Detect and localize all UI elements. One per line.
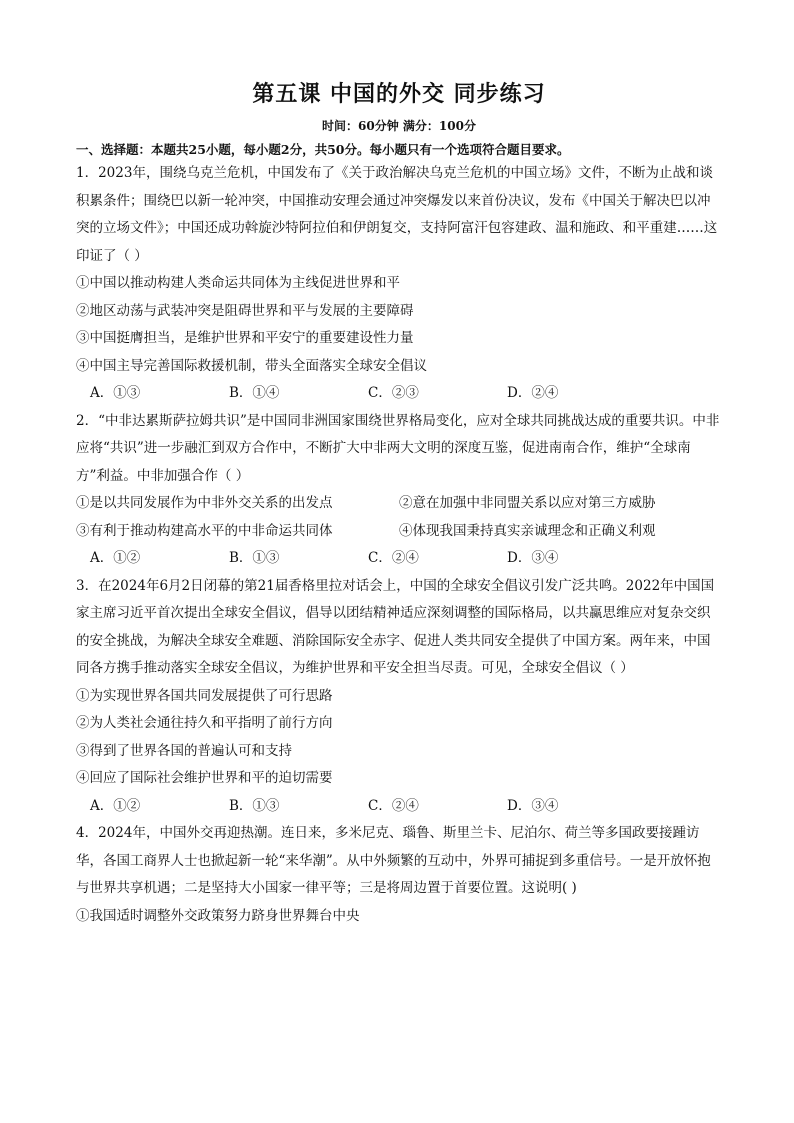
statement-option: ④体现我国秉持真实亲诚理念和正确义利观 (399, 522, 656, 539)
exam-meta: 时间：60分钟 满分：100分 (322, 119, 476, 133)
statement-row (76, 518, 722, 546)
answer-choices (76, 380, 722, 408)
answer-choices (76, 793, 722, 821)
statement-row (76, 490, 722, 518)
choice-d[interactable]: D．②④ (507, 385, 559, 401)
choice-c[interactable]: C．②④ (368, 550, 419, 566)
choice-a[interactable]: A．①③ (90, 385, 141, 401)
section-heading: 一、选择题：本题共25小题，每小题2分，共50分。每小题只有一个选项符合题目要求。 (76, 142, 570, 157)
statement-option: ①我国适时调整外交政策努力跻身世界舞台中央 (76, 907, 360, 924)
statement-option: ③得到了世界各国的普遍认可和支持 (76, 742, 292, 759)
statement-option: ④回应了国际社会维护世界和平的迫切需要 (76, 770, 333, 786)
page-title: 第五课 中国的外交 同步练习 (252, 82, 546, 107)
choice-b[interactable]: B．①③ (229, 797, 280, 814)
question-stem: 3．在2024年6月2日闭幕的第21届香格里拉对话会上，中国的全球安全倡议引发广泛共鸣。2022年中国国家主席习近平首次提出全球安全倡议，倡导以团结精神适应深刻调整的国际格局，以共赢思维应对复杂交织的安全挑战，为解决全球安全难题、消除国际安全赤字、促进人类共同安全提供了中国方案。两年来，中国同各方携手推动落实全球安全倡议，为维护世界和平安全担当尽责。可见，全球安全倡议（ ） (76, 577, 715, 676)
choice-b[interactable]: B．①③ (229, 550, 280, 566)
statement-option: ①中国以推动构建人类命运共同体为主线促进世界和平 (76, 275, 400, 291)
question-stem: 4．2024年，中国外交再迎热潮。连日来，多米尼克、瑙鲁、斯里兰卡、尼泊尔、荷兰等多国政要接踵访华，各国工商界人士也掀起新一轮“来华潮”。从中外频繁的互动中，外界可捕捉到多重信号。一是开放怀抱与世界共享机遇；二是坚持大小国家一律平等；三是将周边置于首要位置。这说明( ) (76, 825, 711, 896)
answer-choices (76, 545, 722, 573)
choice-d[interactable]: D．③④ (507, 797, 559, 814)
choice-a[interactable]: A．①② (90, 797, 141, 814)
choice-d[interactable]: D．③④ (507, 550, 559, 566)
question-2 (76, 408, 722, 573)
statement-option: ②地区动荡与武装冲突是阻碍世界和平与发展的主要障碍 (76, 302, 414, 319)
question-1 (76, 160, 722, 408)
question-stem: 1．2023年，围绕乌克兰危机，中国发布了《关于政治解决乌克兰危机的中国立场》文件，不断为止战和谈积累条件；围绕巴以新一轮冲突，中国推动安理会通过冲突爆发以来首份决议，发布《中国关于解决巴以冲突的立场文件》；中国还成功斡旋沙特阿拉伯和伊朗复交，支持阿富汗包容建政、温和施政、和平重建……这印证了（ ） (76, 165, 718, 264)
choice-c[interactable]: C．②④ (368, 797, 419, 814)
statement-option: ②为人类社会通往持久和平指明了前行方向 (76, 715, 333, 731)
question-3 (76, 573, 722, 821)
statement-option: ④中国主导完善国际救援机制，带头全面落实全球安全倡议 (76, 357, 427, 374)
statement-option: ①为实现世界各国共同发展提供了可行思路 (76, 687, 333, 704)
question-stem: 2．“中非达累斯萨拉姆共识”是中国同非洲国家围绕世界格局变化，应对全球共同挑战达成的重要共识。中非应将“共识”进一步融汇到双方合作中，不断扩大中非两大文明的深度互鉴，促进南南合作，维护“全球南方”利益。中非加强合作（ ） (76, 412, 720, 484)
statement-option: ③有利于推动构建高水平的中非命运共同体 (76, 522, 333, 539)
statement-option: ③中国挺膺担当，是维护世界和平安宁的重要建设性力量 (76, 330, 414, 346)
question-4 (76, 820, 722, 930)
choice-b[interactable]: B．①④ (229, 385, 280, 401)
statement-option: ①是以共同发展作为中非外交关系的出发点 (76, 495, 333, 511)
choice-a[interactable]: A．①② (90, 550, 141, 566)
statement-option: ②意在加强中非同盟关系以应对第三方威胁 (399, 495, 656, 511)
choice-c[interactable]: C．②③ (368, 385, 419, 401)
